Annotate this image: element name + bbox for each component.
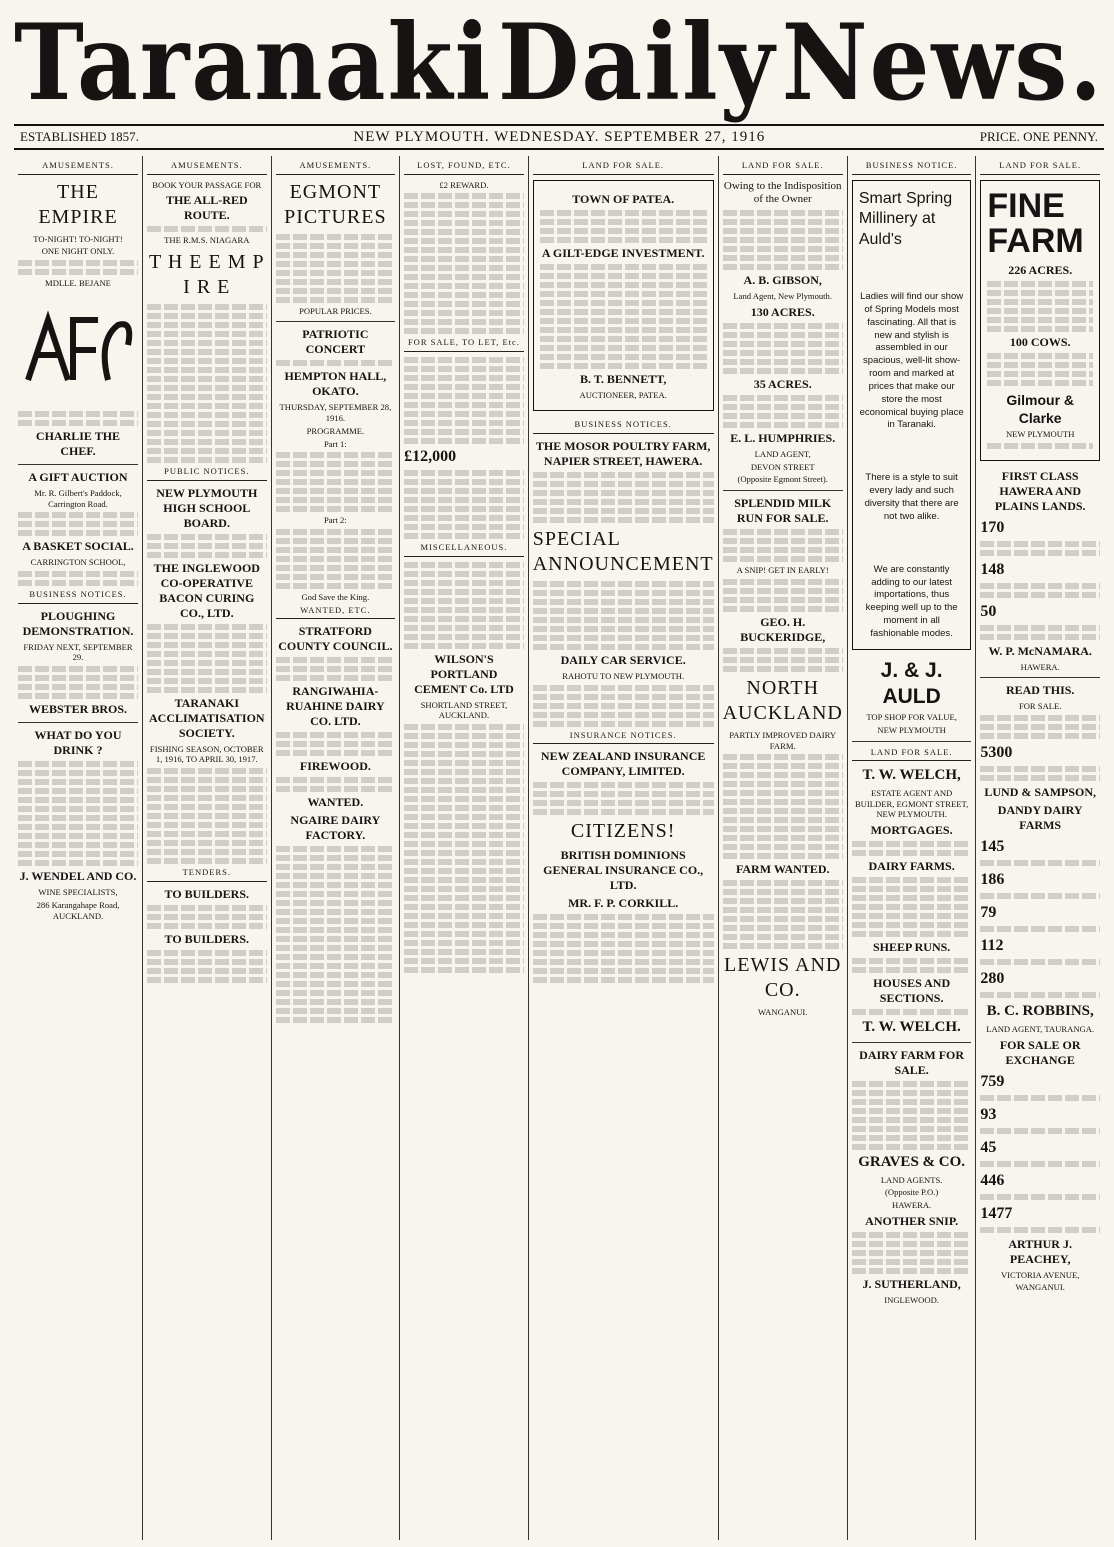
british-dominions-heading: BRITISH DOMINIONS GENERAL INSURANCE CO., LTD. bbox=[543, 848, 704, 893]
wilson-cement-heading: WILSON'S PORTLAND CEMENT Co. LTD bbox=[414, 651, 514, 696]
dairy-farms-heading: DAIRY FARMS. bbox=[868, 859, 955, 874]
concert-date-text: THURSDAY, SEPTEMBER 28, 1916. bbox=[279, 402, 392, 424]
business-notices-heading: BUSINESS NOTICES. bbox=[18, 589, 138, 604]
column-heading: AMUSEMENTS. bbox=[18, 160, 138, 175]
bennett-heading: B. T. BENNETT, bbox=[579, 371, 667, 386]
empire-heading: THE EMPIRE bbox=[38, 180, 118, 228]
partly-improved-text: PARTLY IMPROVED DAIRY FARM. bbox=[729, 729, 837, 751]
column-1 bbox=[14, 156, 142, 1540]
graves-heading: GRAVES & CO. bbox=[858, 1153, 966, 1170]
auld-title: Smart Spring Millinery at Auld's bbox=[858, 189, 953, 249]
indisposition-text: Owing to the Indisposition of the Owner bbox=[723, 179, 842, 206]
established-text: ESTABLISHED 1857. bbox=[20, 129, 139, 144]
devon-sub-text: (Opposite Egmont Street). bbox=[737, 474, 828, 485]
niagara-text: THE R.M.S. NIAGARA bbox=[164, 235, 250, 246]
one-night-text: ONE NIGHT ONLY. bbox=[41, 246, 115, 257]
victoria-avenue-text: VICTORIA AVENUE, bbox=[1000, 1269, 1080, 1280]
gibson-sub-text: Land Agent, New Plymouth. bbox=[733, 291, 833, 302]
all-red-route-heading: THE ALL-RED ROUTE. bbox=[165, 193, 248, 223]
for-sale-heading: FOR SALE, TO LET, Etc. bbox=[404, 337, 524, 352]
milk-run-heading: SPLENDID MILK RUN FOR SALE. bbox=[734, 496, 832, 526]
north-auckland-heading: NORTH AUCKLAND bbox=[722, 676, 843, 724]
auld-body-2: There is a style to suit every lady and such diversity that there are not two alike. bbox=[864, 472, 959, 522]
buckeridge-heading: GEO. H. BUCKERIDGE, bbox=[740, 614, 826, 644]
cows-heading: 100 COWS. bbox=[1009, 335, 1071, 349]
mortgages-heading: MORTGAGES. bbox=[870, 823, 953, 838]
basket-social-heading: A BASKET SOCIAL. bbox=[22, 539, 134, 554]
snip-text: A SNIP! GET IN EARLY! bbox=[736, 565, 829, 576]
masthead bbox=[14, 1, 1104, 125]
column-5 bbox=[528, 156, 718, 1540]
daily-car-heading: DAILY CAR SERVICE. bbox=[560, 652, 686, 667]
listing-1477: 1477 bbox=[980, 1204, 1100, 1233]
column-8 bbox=[975, 156, 1104, 1540]
humphries-sub-text: LAND AGENT, bbox=[754, 448, 811, 459]
god-save-king-text: God Save the King. bbox=[301, 592, 370, 603]
dairy-farm-sale-heading: DAIRY FARM FOR SALE. bbox=[859, 1047, 965, 1077]
jj-auld-np-text: NEW PLYMOUTH bbox=[877, 724, 946, 735]
egmont-pictures-heading: EGMONT PICTURES bbox=[284, 180, 387, 228]
another-snip-heading: ANOTHER SNIP. bbox=[865, 1213, 959, 1228]
price-text: PRICE. ONE PENNY. bbox=[979, 129, 1098, 144]
gibson-heading: A. B. GIBSON, bbox=[743, 273, 822, 288]
webster-heading: WEBSTER BROS. bbox=[28, 702, 128, 717]
film-logo-icon bbox=[18, 300, 138, 400]
column-heading: LOST, FOUND, ETC. bbox=[404, 160, 524, 175]
friday-text: FRIDAY NEXT, SEPTEMBER 29. bbox=[23, 641, 133, 663]
inglewood-text: INGLEWOOD. bbox=[884, 1294, 939, 1305]
patea-heading: TOWN OF PATEA. bbox=[572, 191, 675, 206]
shortland-street-text: SHORTLAND STREET, AUCKLAND. bbox=[420, 699, 508, 721]
sheep-runs-heading: SHEEP RUNS. bbox=[872, 940, 951, 955]
wendel-heading: J. WENDEL AND CO. bbox=[19, 869, 137, 884]
listing-93: 93 bbox=[980, 1105, 1100, 1134]
patea-ad bbox=[533, 180, 714, 412]
column-heading: AMUSEMENTS. bbox=[276, 160, 396, 175]
robbins-sub-text: LAND AGENT, TAURANGA. bbox=[986, 1023, 1095, 1034]
columns bbox=[14, 156, 1104, 1540]
gilmour-np-text: NEW PLYMOUTH bbox=[1005, 429, 1075, 439]
film-logo-image bbox=[18, 295, 138, 405]
listing-170: 170 bbox=[980, 518, 1100, 556]
business-notices-heading: BUSINESS NOTICES. bbox=[533, 419, 714, 434]
auld-body-3: We are constantly adding to our latest importations, thus keeping well up to the moment in all fashionable modes. bbox=[865, 563, 958, 639]
sum-12000-text: £12,000 bbox=[404, 447, 457, 465]
listing-145: 145 bbox=[980, 837, 1100, 866]
popular-prices-text: POPULAR PRICES. bbox=[299, 305, 372, 316]
gilmour-clarke-heading: Gilmour & Clarke bbox=[1006, 392, 1075, 426]
column-6 bbox=[718, 156, 847, 1540]
welch-heading: T. W. WELCH, bbox=[862, 767, 961, 784]
nz-insurance-heading: NEW ZEALAND INSURANCE COMPANY, LIMITED. bbox=[540, 749, 706, 779]
listing-79: 79 bbox=[980, 903, 1100, 932]
school-board-heading: NEW PLYMOUTH HIGH SCHOOL BOARD. bbox=[156, 485, 258, 530]
column-7 bbox=[847, 156, 976, 1540]
tonight-text: TO-NIGHT! TO-NIGHT! bbox=[33, 233, 123, 244]
fishing-season-text: FISHING SEASON, OCTOBER 1, 1916, TO APRIL 30, 1917. bbox=[149, 743, 264, 765]
listing-112: 112 bbox=[980, 936, 1100, 965]
listing-45: 45 bbox=[980, 1138, 1100, 1167]
insurance-heading: INSURANCE NOTICES. bbox=[533, 730, 714, 745]
column-heading: LAND FOR SALE. bbox=[723, 160, 843, 175]
peachey-heading: ARTHUR J. PEACHEY, bbox=[1008, 1236, 1072, 1266]
programme-heading: PROGRAMME. bbox=[306, 425, 365, 436]
auctioneer-text: AUCTIONEER, PATEA. bbox=[579, 389, 667, 400]
ploughing-heading: PLOUGHING DEMONSTRATION. bbox=[22, 608, 134, 638]
paddock-text: Mr. R. Gilbert's Paddock, Carrington Road. bbox=[34, 487, 122, 509]
wanted-sub-heading: WANTED. bbox=[307, 795, 364, 810]
miscellaneous-heading: MISCELLANEOUS. bbox=[404, 542, 524, 557]
wanted-heading: WANTED, ETC. bbox=[276, 605, 396, 620]
auld-body-1: Ladies will find our show of Spring Models most fascinating. All that is new and stylish is assembled in our spacious, well-lit show-room and marked at prices that make our store the most economical buying place in Taranaki. bbox=[859, 291, 964, 431]
houses-sections-heading: HOUSES AND SECTIONS. bbox=[873, 976, 951, 1006]
column-heading: LAND FOR SALE. bbox=[980, 160, 1100, 175]
rangiwahia-heading: RANGIWAHIA-RUAHINE DAIRY CO. LTD. bbox=[286, 684, 385, 729]
part-2-text: Part 2: bbox=[324, 515, 347, 526]
tenders-heading: TENDERS. bbox=[147, 867, 267, 882]
graves-hawera-text: HAWERA. bbox=[892, 1200, 932, 1211]
masthead-word-news: News. bbox=[781, 1, 1104, 125]
wine-address-text: 286 Karangahape Road, AUCKLAND. bbox=[36, 899, 120, 921]
welch-heading-2: T. W. WELCH. bbox=[862, 1019, 961, 1036]
rahotu-text: RAHOTU TO NEW PLYMOUTH. bbox=[562, 670, 685, 681]
the-empire-heading: T H E E M P I R E bbox=[148, 251, 265, 299]
column-4 bbox=[399, 156, 528, 1540]
for-sale-text: FOR SALE. bbox=[1018, 701, 1062, 712]
devon-street-text: DEVON STREET bbox=[750, 461, 815, 472]
stratford-council-heading: STRATFORD COUNTY COUNCIL. bbox=[278, 624, 393, 654]
hempton-hall-heading: HEMPTON HALL, OKATO. bbox=[284, 369, 387, 399]
fine-farm-heading: FINE FARM bbox=[987, 186, 1084, 261]
citizens-heading: CITIZENS! bbox=[570, 820, 676, 843]
column-heading: AMUSEMENTS. bbox=[147, 160, 267, 175]
listing-148: 148 bbox=[980, 560, 1100, 598]
column-2 bbox=[142, 156, 271, 1540]
column-heading: BUSINESS NOTICE. bbox=[852, 160, 972, 175]
wanganui-text: WANGANUI. bbox=[758, 1007, 808, 1018]
listing-759: 759 bbox=[980, 1072, 1100, 1101]
edition-text: NEW PLYMOUTH. WEDNESDAY. SEPTEMBER 27, 1916 bbox=[353, 128, 766, 145]
acres-35-heading: 35 ACRES. bbox=[753, 376, 812, 391]
listing-5300: 5300 bbox=[980, 743, 1100, 781]
wine-specialists-text: WINE SPECIALISTS, bbox=[38, 887, 118, 898]
masthead-word-daily: Daily bbox=[497, 1, 777, 125]
listing-50: 50 bbox=[980, 602, 1100, 640]
column-3 bbox=[271, 156, 400, 1540]
to-builders-heading: TO BUILDERS. bbox=[164, 886, 250, 901]
poultry-farm-heading: THE MOSOR POULTRY FARM, NAPIER STREET, HAWERA. bbox=[535, 438, 711, 468]
lewis-heading: LEWIS AND CO. bbox=[724, 954, 842, 1002]
listing-446: 446 bbox=[980, 1171, 1100, 1200]
graves-opposite-text: (Opposite P.O.) bbox=[885, 1187, 939, 1198]
public-notices-heading: PUBLIC NOTICES. bbox=[147, 466, 267, 481]
carrington-school-text: CARRINGTON SCHOOL, bbox=[30, 557, 126, 568]
special-announcement-heading: SPECIAL ANNOUNCEMENT bbox=[532, 527, 714, 575]
jj-auld-heading: J. & J. AULD bbox=[880, 658, 943, 708]
listing-186: 186 bbox=[980, 870, 1100, 899]
masthead-word-taranaki: Taranaki bbox=[14, 1, 493, 125]
humphries-heading: E. L. HUMPHRIES. bbox=[730, 430, 836, 445]
auld-millinery-ad bbox=[852, 180, 972, 650]
gilt-edge-heading: A GILT-EDGE INVESTMENT. bbox=[541, 245, 705, 260]
acres-226-heading: 226 ACRES. bbox=[1008, 263, 1073, 277]
firewood-heading: FIREWOOD. bbox=[299, 759, 371, 774]
patriotic-concert-heading: PATRIOTIC CONCERT bbox=[302, 327, 369, 357]
sutherland-heading: J. SUTHERLAND, bbox=[862, 1276, 961, 1291]
land-sale-heading: LAND FOR SALE. bbox=[852, 747, 972, 762]
bejane-text: MDLLE. BEJANE bbox=[45, 278, 111, 289]
book-passage-text: BOOK YOUR PASSAGE FOR bbox=[152, 179, 262, 190]
first-class-heading: FIRST CLASS HAWERA AND PLAINS LANDS. bbox=[994, 468, 1086, 513]
farm-wanted-heading: FARM WANTED. bbox=[735, 862, 830, 877]
read-this-heading: READ THIS. bbox=[1005, 683, 1075, 698]
robbins-heading: B. C. ROBBINS, bbox=[986, 1003, 1094, 1020]
ngaire-heading: NGAIRE DAIRY FACTORY. bbox=[290, 813, 381, 843]
acres-130-heading: 130 ACRES. bbox=[750, 304, 815, 319]
acclimatisation-heading: TARANAKI ACCLIMATISATION SOCIETY. bbox=[149, 695, 265, 740]
part-1-text: Part 1: bbox=[324, 438, 347, 449]
gift-auction-heading: A GIFT AUCTION bbox=[28, 469, 128, 484]
to-builders-heading-2: TO BUILDERS. bbox=[164, 931, 250, 946]
sale-exchange-heading: FOR SALE OR EXCHANGE bbox=[999, 1037, 1081, 1067]
chaplin-text: CHARLIE THE CHEF. bbox=[35, 428, 121, 458]
dandy-dairy-heading: DANDY DAIRY FARMS bbox=[997, 803, 1083, 833]
graves-sub-text: LAND AGENTS. bbox=[880, 1174, 943, 1185]
welch-sub-text: ESTATE AGENT AND BUILDER, EGMONT STREET, NEW PLYMOUTH. bbox=[854, 787, 969, 820]
column-heading: LAND FOR SALE. bbox=[533, 160, 714, 175]
peachey-wanganui-text: WANGANUI. bbox=[1015, 1282, 1065, 1293]
jj-auld-sub-text: TOP SHOP FOR VALUE, bbox=[866, 712, 957, 723]
drink-heading: WHAT DO YOU DRINK ? bbox=[34, 728, 122, 758]
lund-sampson-heading: LUND & SAMPSON, bbox=[984, 785, 1097, 800]
reward-text: £2 REWARD. bbox=[439, 179, 489, 190]
corkill-heading: MR. F. P. CORKILL. bbox=[568, 896, 679, 911]
bacon-heading: THE INGLEWOOD CO-OPERATIVE BACON CURING CO., LTD. bbox=[153, 560, 260, 620]
dateline bbox=[14, 124, 1104, 150]
mcnamara-heading: W. P. McNAMARA. bbox=[988, 643, 1092, 658]
fine-farm-ad bbox=[980, 180, 1100, 461]
mcnamara-hawera-text: HAWERA. bbox=[1020, 661, 1060, 672]
listing-280: 280 bbox=[980, 969, 1100, 998]
